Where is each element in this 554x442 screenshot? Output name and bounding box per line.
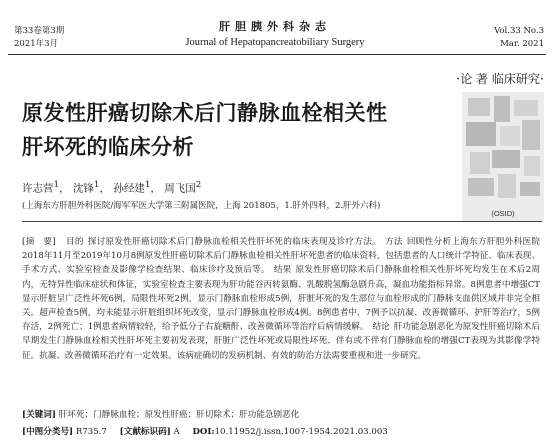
journal-masthead [150,18,400,48]
abstract [22,235,540,363]
date-line: 2021年3月 [14,39,59,49]
objective-label: 目的 [65,237,84,247]
article-title [22,96,422,164]
osid-qr-code[interactable] [462,92,544,222]
affiliation-divider [22,221,542,222]
author-affil-mark: 2 [195,180,202,190]
method-text: 回顾性分析上海东方肝胆外科医院2018年11月至2019年10月8例原发性肝癌切除术后门静脉血栓相关性肝坏死患者的临床资料，包括患者的人口统计学特征、临床表现、手术方式、实验室检查及影像学检查结果、临床诊疗及预后等。 [22,237,540,276]
result-label: 结果 [273,265,292,276]
doi-value[interactable]: 10.11952/j.issn.1007-1954.2021.03.003 [214,427,388,437]
author-name: 孙经建 [113,182,145,195]
clc-value: R735.7 [75,427,107,437]
section-dot-left: · [456,72,461,87]
clc-label: [中图分类号] [22,427,74,437]
date-en: Mar. 2021 [500,39,544,49]
journal-title-cn: 肝胆胰外科杂志 [219,20,331,33]
osid-caption: (OSID) [491,209,515,218]
issue-line: 第33卷第3期 [14,26,65,36]
volume-line: Vol.33 No.3 [494,26,544,36]
author-affil-mark: 1 [53,180,60,190]
classification-line [22,425,388,437]
affiliation: (上海东方肝胆外科医院/海军军医大学第三附属医院，上海 201805，1.肝外四科，2.肝外六科) [22,201,381,211]
keywords-label: [关键词] [22,410,56,420]
section-sub: 临床研究 [491,72,540,86]
result-text: 原发性肝癌切除术后门静脉血栓相关性肝坏死均发生在术后2周内，无特异性临床症状和体征，实验室检查主要表现为肝功能谷丙转氨酶、乳酸脱氢酶急剧升高，凝血功能指标异常。8例患者中增强CT显示肝脏呈广泛性坏死6例，局限性坏死2例，显示门静脉血栓形成5例，肝脏坏死的发生部位与血栓形成的门静脉支血供区域并非完全相关。超声检查5例，均未能显示肝脏组织坏死改变，显示门静脉血栓形成4例。8例患者中，7例予以抗凝、改善微循环、护肝等治疗，5例存活，2例死亡；1例患者病情较轻，给予低分子右旋糖酐、改善微循环等治疗后病情缓解。 [22,265,540,333]
doi-label: DOI: [192,427,215,437]
author-affil-mark: 1 [93,180,100,190]
header-right [494,25,544,51]
author-affil-mark: 1 [144,180,151,190]
conclusion-label: 结论 [372,322,390,333]
author-name: 周飞国 [164,182,196,195]
author-list: 许志营$^1$， 沈锋$^1$， 孙经建$^1$， 周飞国$^2$ [22,180,202,195]
method-label: 方法 [385,237,403,247]
objective-text: 探讨原发性肝癌切除术后门静脉血栓相关性肝坏死的临床表现及诊疗方法。 [87,237,382,247]
keywords [22,408,299,420]
conclusion-text: 肝功能急剧恶化为原发性肝癌切除术后早期发生门静脉血栓相关性肝坏死主要初发表现，肝脏广泛性坏死或局限性坏死、伴有或不伴有门静脉血栓的增强CT表现为其影像学特征。抗凝、改善微循环治疗有一定效果。该病症确切的发病机制、有效的防治方法需要重视和进一步研究。 [22,322,540,361]
header-divider [8,54,546,55]
abstract-label: [摘 要] [22,237,56,247]
section-tag [456,70,544,87]
author-name: 许志营 [22,182,54,195]
section-label: 论 著 [460,72,489,86]
header-left [14,25,64,51]
title-line-1: 原发性肝癌切除术后门静脉血栓相关性 [22,100,388,125]
author-name: 沈锋 [72,182,94,195]
doc-code-value: A [173,427,180,437]
keywords-text: 肝坏死；门静脉血栓；原发性肝癌；肝切除术；肝功能急剧恶化 [58,410,300,420]
doc-code-label: [文献标识码] [119,427,171,437]
journal-title-en: Journal of Hepatopancreatobiliary Surgery [185,37,365,48]
title-line-2: 肝坏死的临床分析 [22,134,194,159]
section-dot-right: · [539,72,544,87]
